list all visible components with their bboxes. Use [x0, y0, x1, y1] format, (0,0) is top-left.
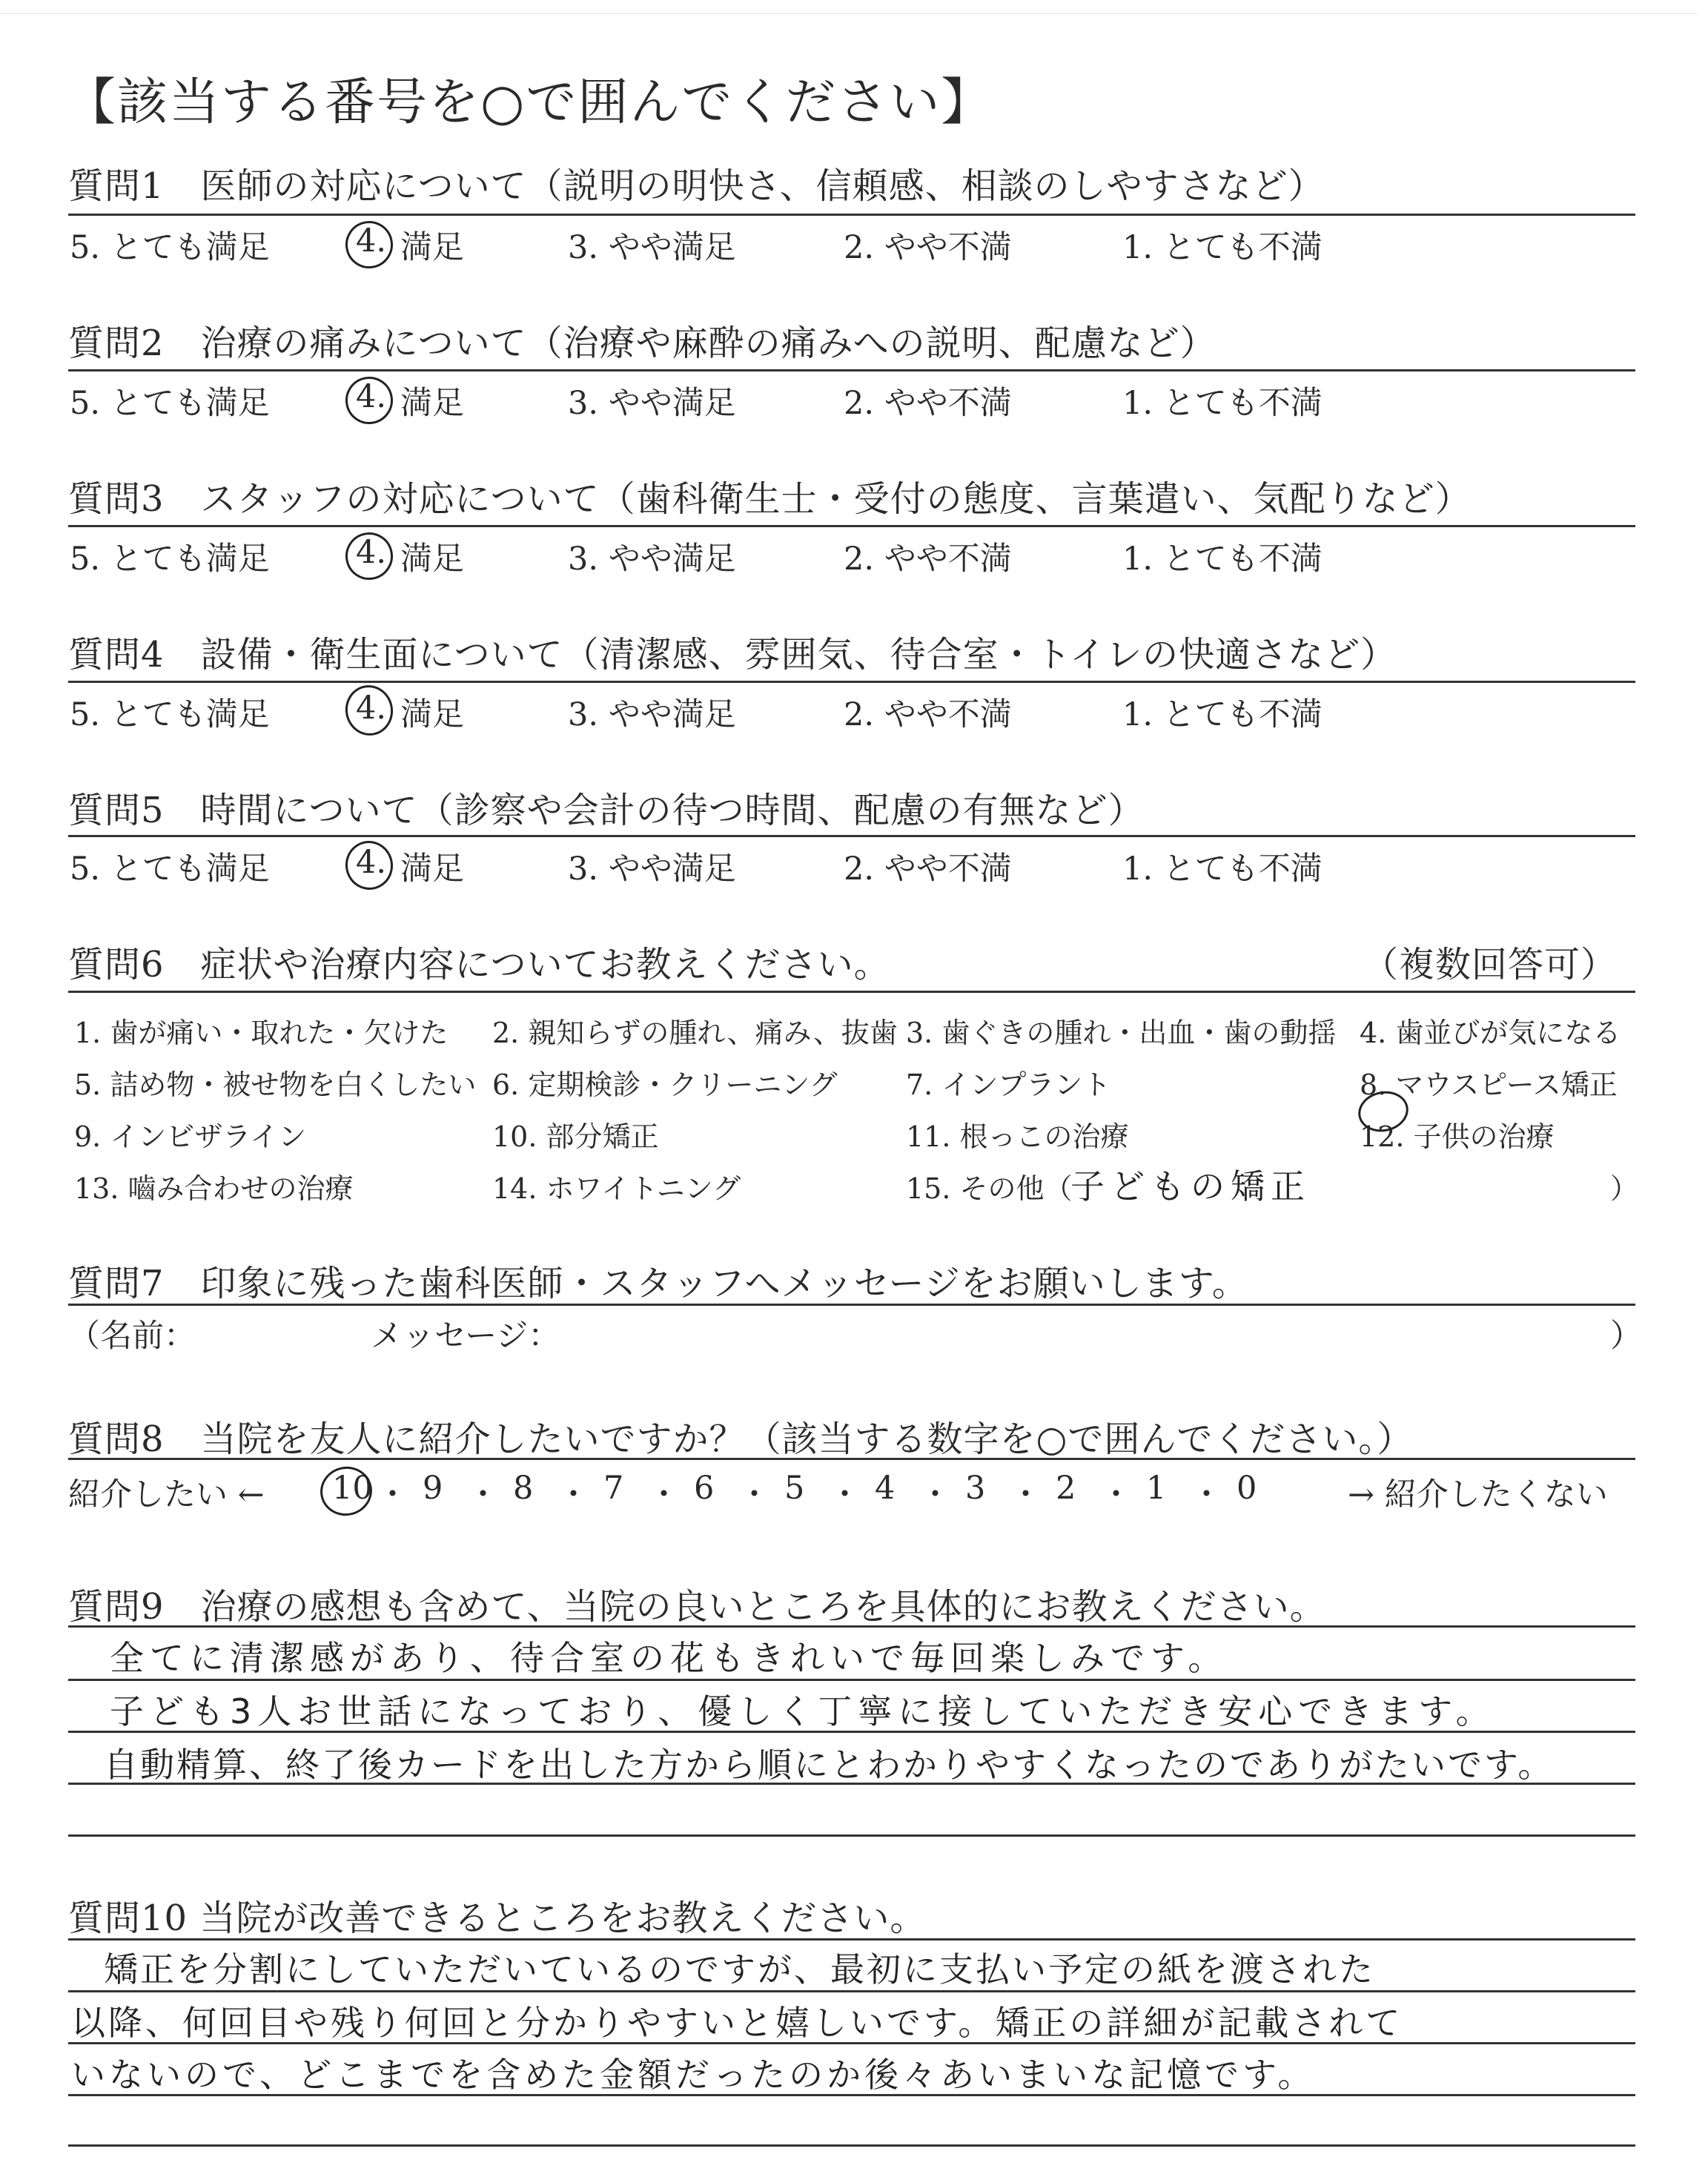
- q8-rule: [68, 1458, 1635, 1460]
- q1-option-5[interactable]: 5. とても満足: [70, 229, 270, 266]
- q6-option-8[interactable]: 8. マウスピース矯正: [1360, 1069, 1618, 1101]
- q6-other-close: ）: [1610, 1172, 1639, 1205]
- q8-scale-3[interactable]: 3: [965, 1470, 986, 1507]
- q5-option-5[interactable]: 5. とても満足: [70, 851, 270, 888]
- q8-scale-9[interactable]: 9: [423, 1470, 443, 1507]
- q3-option-1[interactable]: 1. とても不満: [1122, 541, 1323, 578]
- q4-selected-circle: [341, 681, 398, 740]
- q3-rule: [68, 525, 1635, 527]
- top-edge-line: [0, 13, 1698, 14]
- q6-option-13[interactable]: 13. 嚙み合わせの治療: [74, 1172, 354, 1205]
- q6-option-6[interactable]: 6. 定期検診・クリーニング: [492, 1069, 838, 1101]
- q1-option-1[interactable]: 1. とても不満: [1122, 229, 1323, 266]
- q8-right-label: → 紹介したくない: [1348, 1476, 1608, 1513]
- q8-scale-7[interactable]: 7: [603, 1470, 624, 1507]
- q5-option-4[interactable]: 4.: [356, 844, 387, 881]
- q5-option-2[interactable]: 2. やや不満: [844, 851, 1012, 888]
- q7-title: 質問7 印象に残った歯科医師・スタッフへメッセージをお願いします。: [68, 1263, 1248, 1304]
- q2-rule: [68, 369, 1635, 371]
- q9-answer-line-2[interactable]: 子ども3人お世話になっており、優しく丁寧に接していただき安心できます。: [110, 1691, 1496, 1731]
- q5-option-3[interactable]: 3. やや満足: [568, 851, 736, 888]
- q9-rule-2: [68, 1679, 1635, 1681]
- q6-option-3[interactable]: 3. 歯ぐきの腫れ・出血・歯の動揺: [906, 1017, 1337, 1049]
- q8-scale-8[interactable]: 8: [513, 1470, 534, 1507]
- q10-answer-line-3[interactable]: いないので、どこまでを含めた金額だったのか後々あいまいな記憶です。: [71, 2055, 1316, 2095]
- q2-selected-circle: [341, 372, 397, 429]
- q10-rule-5: [68, 2144, 1635, 2147]
- q8-scale-5[interactable]: 5: [784, 1470, 805, 1507]
- q6-option-7[interactable]: 7. インプラント: [906, 1069, 1111, 1101]
- q4-title: 質問4 設備・衛生面について（清潔感、雰囲気、待合室・トイレの快適さなど）: [68, 634, 1397, 676]
- q6-rule: [68, 991, 1635, 993]
- q2-option-5[interactable]: 5. とても満足: [70, 385, 270, 422]
- q9-title: 質問9 治療の感想も含めて、当院の良いところを具体的にお教えください。: [68, 1586, 1326, 1628]
- q3-option-4-label: 満足: [400, 541, 464, 578]
- q10-rule-3: [68, 2042, 1635, 2044]
- q4-rule: [68, 681, 1635, 683]
- q2-title: 質問2 治療の痛みについて（治療や麻酔の痛みへの説明、配慮など）: [68, 323, 1217, 364]
- q3-option-2[interactable]: 2. やや不満: [844, 541, 1012, 578]
- q2-option-4-label: 満足: [400, 385, 464, 422]
- q9-answer-line-1[interactable]: 全てに清潔感があり、待合室の花もきれいで毎回楽しみです。: [110, 1638, 1228, 1678]
- q8-scale-separator: ・: [1010, 1476, 1042, 1513]
- q8-scale-separator: ・: [738, 1476, 770, 1513]
- q3-option-4[interactable]: 4.: [356, 534, 387, 571]
- q10-rule-2: [68, 1990, 1635, 1992]
- q6-other-answer[interactable]: 子どもの矯正: [1070, 1166, 1311, 1206]
- q1-selected-circle: [341, 217, 397, 273]
- q6-option-2[interactable]: 2. 親知らずの腫れ、痛み、抜歯: [492, 1017, 898, 1049]
- q6-option-5[interactable]: 5. 詰め物・被せ物を白くしたい: [74, 1069, 477, 1101]
- q8-scale-separator: ・: [919, 1476, 951, 1513]
- q8-scale-4[interactable]: 4: [875, 1470, 896, 1507]
- q9-answer-line-3[interactable]: 自動精算、終了後カードを出した方から順にとわかりやすくなったのでありがたいです。: [104, 1745, 1555, 1785]
- q6-option-9[interactable]: 9. インビザライン: [74, 1120, 307, 1153]
- q5-selected-circle: [341, 836, 397, 894]
- q5-title: 質問5 時間について（診察や会計の待つ時間、配慮の有無など）: [68, 790, 1145, 831]
- q10-rule-4: [68, 2094, 1635, 2096]
- q4-option-3[interactable]: 3. やや満足: [568, 696, 736, 733]
- q2-option-3[interactable]: 3. やや満足: [568, 385, 736, 422]
- q8-scale-separator: ・: [467, 1476, 499, 1513]
- q7-name-label: （名前：: [68, 1318, 196, 1355]
- q7-message-label: メッセージ：: [371, 1318, 560, 1355]
- q8-scale-separator: ・: [377, 1476, 408, 1513]
- q8-left-label: 紹介したい ←: [68, 1476, 265, 1513]
- q8-scale-6[interactable]: 6: [694, 1470, 715, 1507]
- q5-option-1[interactable]: 1. とても不満: [1122, 851, 1323, 888]
- q6-option-4[interactable]: 4. 歯並びが気になる: [1360, 1017, 1621, 1049]
- q9-rule-5: [68, 1834, 1635, 1837]
- q2-option-4[interactable]: 4.: [356, 378, 387, 415]
- q2-option-1[interactable]: 1. とても不満: [1122, 385, 1323, 422]
- q3-option-3[interactable]: 3. やや満足: [568, 541, 736, 578]
- q6-option-1[interactable]: 1. 歯が痛い・取れた・欠けた: [74, 1017, 448, 1049]
- form-header: 【該当する番号を○で囲んでください】: [65, 73, 993, 132]
- q4-option-1[interactable]: 1. とても不満: [1122, 696, 1323, 733]
- q8-scale-separator: ・: [557, 1476, 589, 1513]
- q6-option-12[interactable]: 12. 子供の治療: [1360, 1120, 1555, 1153]
- q8-scale-2[interactable]: 2: [1056, 1470, 1076, 1507]
- q8-title: 質問8 当院を友人に紹介したいですか？（該当する数字を○で囲んでください。）: [68, 1418, 1414, 1460]
- q7-rule: [68, 1304, 1635, 1306]
- q6-multi-note: （複数回答可）: [1363, 944, 1618, 985]
- q1-title: 質問1 医師の対応について（説明の明快さ、信頼感、相談のしやすさなど）: [68, 165, 1325, 207]
- q2-option-2[interactable]: 2. やや不満: [844, 385, 1012, 422]
- q1-rule: [68, 214, 1635, 216]
- q8-scale-separator: ・: [648, 1476, 680, 1513]
- q8-scale-0[interactable]: 0: [1237, 1470, 1257, 1507]
- q1-option-4-label: 満足: [400, 229, 464, 266]
- q5-rule: [68, 835, 1635, 837]
- q3-selected-circle: [341, 528, 397, 584]
- q6-option-10[interactable]: 10. 部分矯正: [492, 1120, 659, 1153]
- q6-title: 質問6 症状や治療内容についてお教えください。: [68, 944, 890, 985]
- q4-option-5[interactable]: 5. とても満足: [70, 696, 270, 733]
- q1-option-2[interactable]: 2. やや不満: [844, 229, 1012, 266]
- q4-option-4[interactable]: 4.: [356, 690, 387, 727]
- q5-option-4-label: 満足: [400, 851, 464, 888]
- q3-option-5[interactable]: 5. とても満足: [70, 541, 270, 578]
- q1-option-3[interactable]: 3. やや満足: [568, 229, 736, 266]
- q7-close: ）: [1610, 1318, 1642, 1355]
- q8-scale-separator: ・: [1191, 1476, 1222, 1513]
- q9-rule-4: [68, 1783, 1635, 1785]
- q6-option-15[interactable]: 15. その他（: [906, 1172, 1073, 1205]
- q6-option-11[interactable]: 11. 根っこの治療: [906, 1120, 1129, 1153]
- q10-title: 質問10 当院が改善できるところをお教えください。: [68, 1898, 927, 1939]
- q8-scale-separator: ・: [1100, 1476, 1132, 1513]
- q10-answer-line-2[interactable]: 以降、何回目や残り何回と分かりやすいと嬉しいです。矯正の詳細が記載されて: [71, 2003, 1403, 2043]
- q8-scale-10[interactable]: 10: [332, 1470, 373, 1507]
- q4-option-4-label: 満足: [400, 696, 464, 733]
- q9-rule-1: [68, 1625, 1635, 1628]
- q3-title: 質問3 スタッフの対応について（歯科衛生士・受付の態度、言葉遣い、気配りなど）: [68, 478, 1472, 520]
- q6-option-14[interactable]: 14. ホワイトニング: [492, 1172, 741, 1205]
- q9-rule-3: [68, 1731, 1635, 1733]
- q1-option-4[interactable]: 4.: [356, 222, 387, 260]
- q10-answer-line-1[interactable]: 矯正を分割にしていただいているのですが、最初に支払い予定の紙を渡された: [104, 1949, 1375, 1989]
- q8-scale-1[interactable]: 1: [1146, 1470, 1167, 1507]
- q10-rule-1: [68, 1938, 1635, 1941]
- q8-scale-separator: ・: [829, 1476, 861, 1513]
- q4-option-2[interactable]: 2. やや不満: [844, 696, 1012, 733]
